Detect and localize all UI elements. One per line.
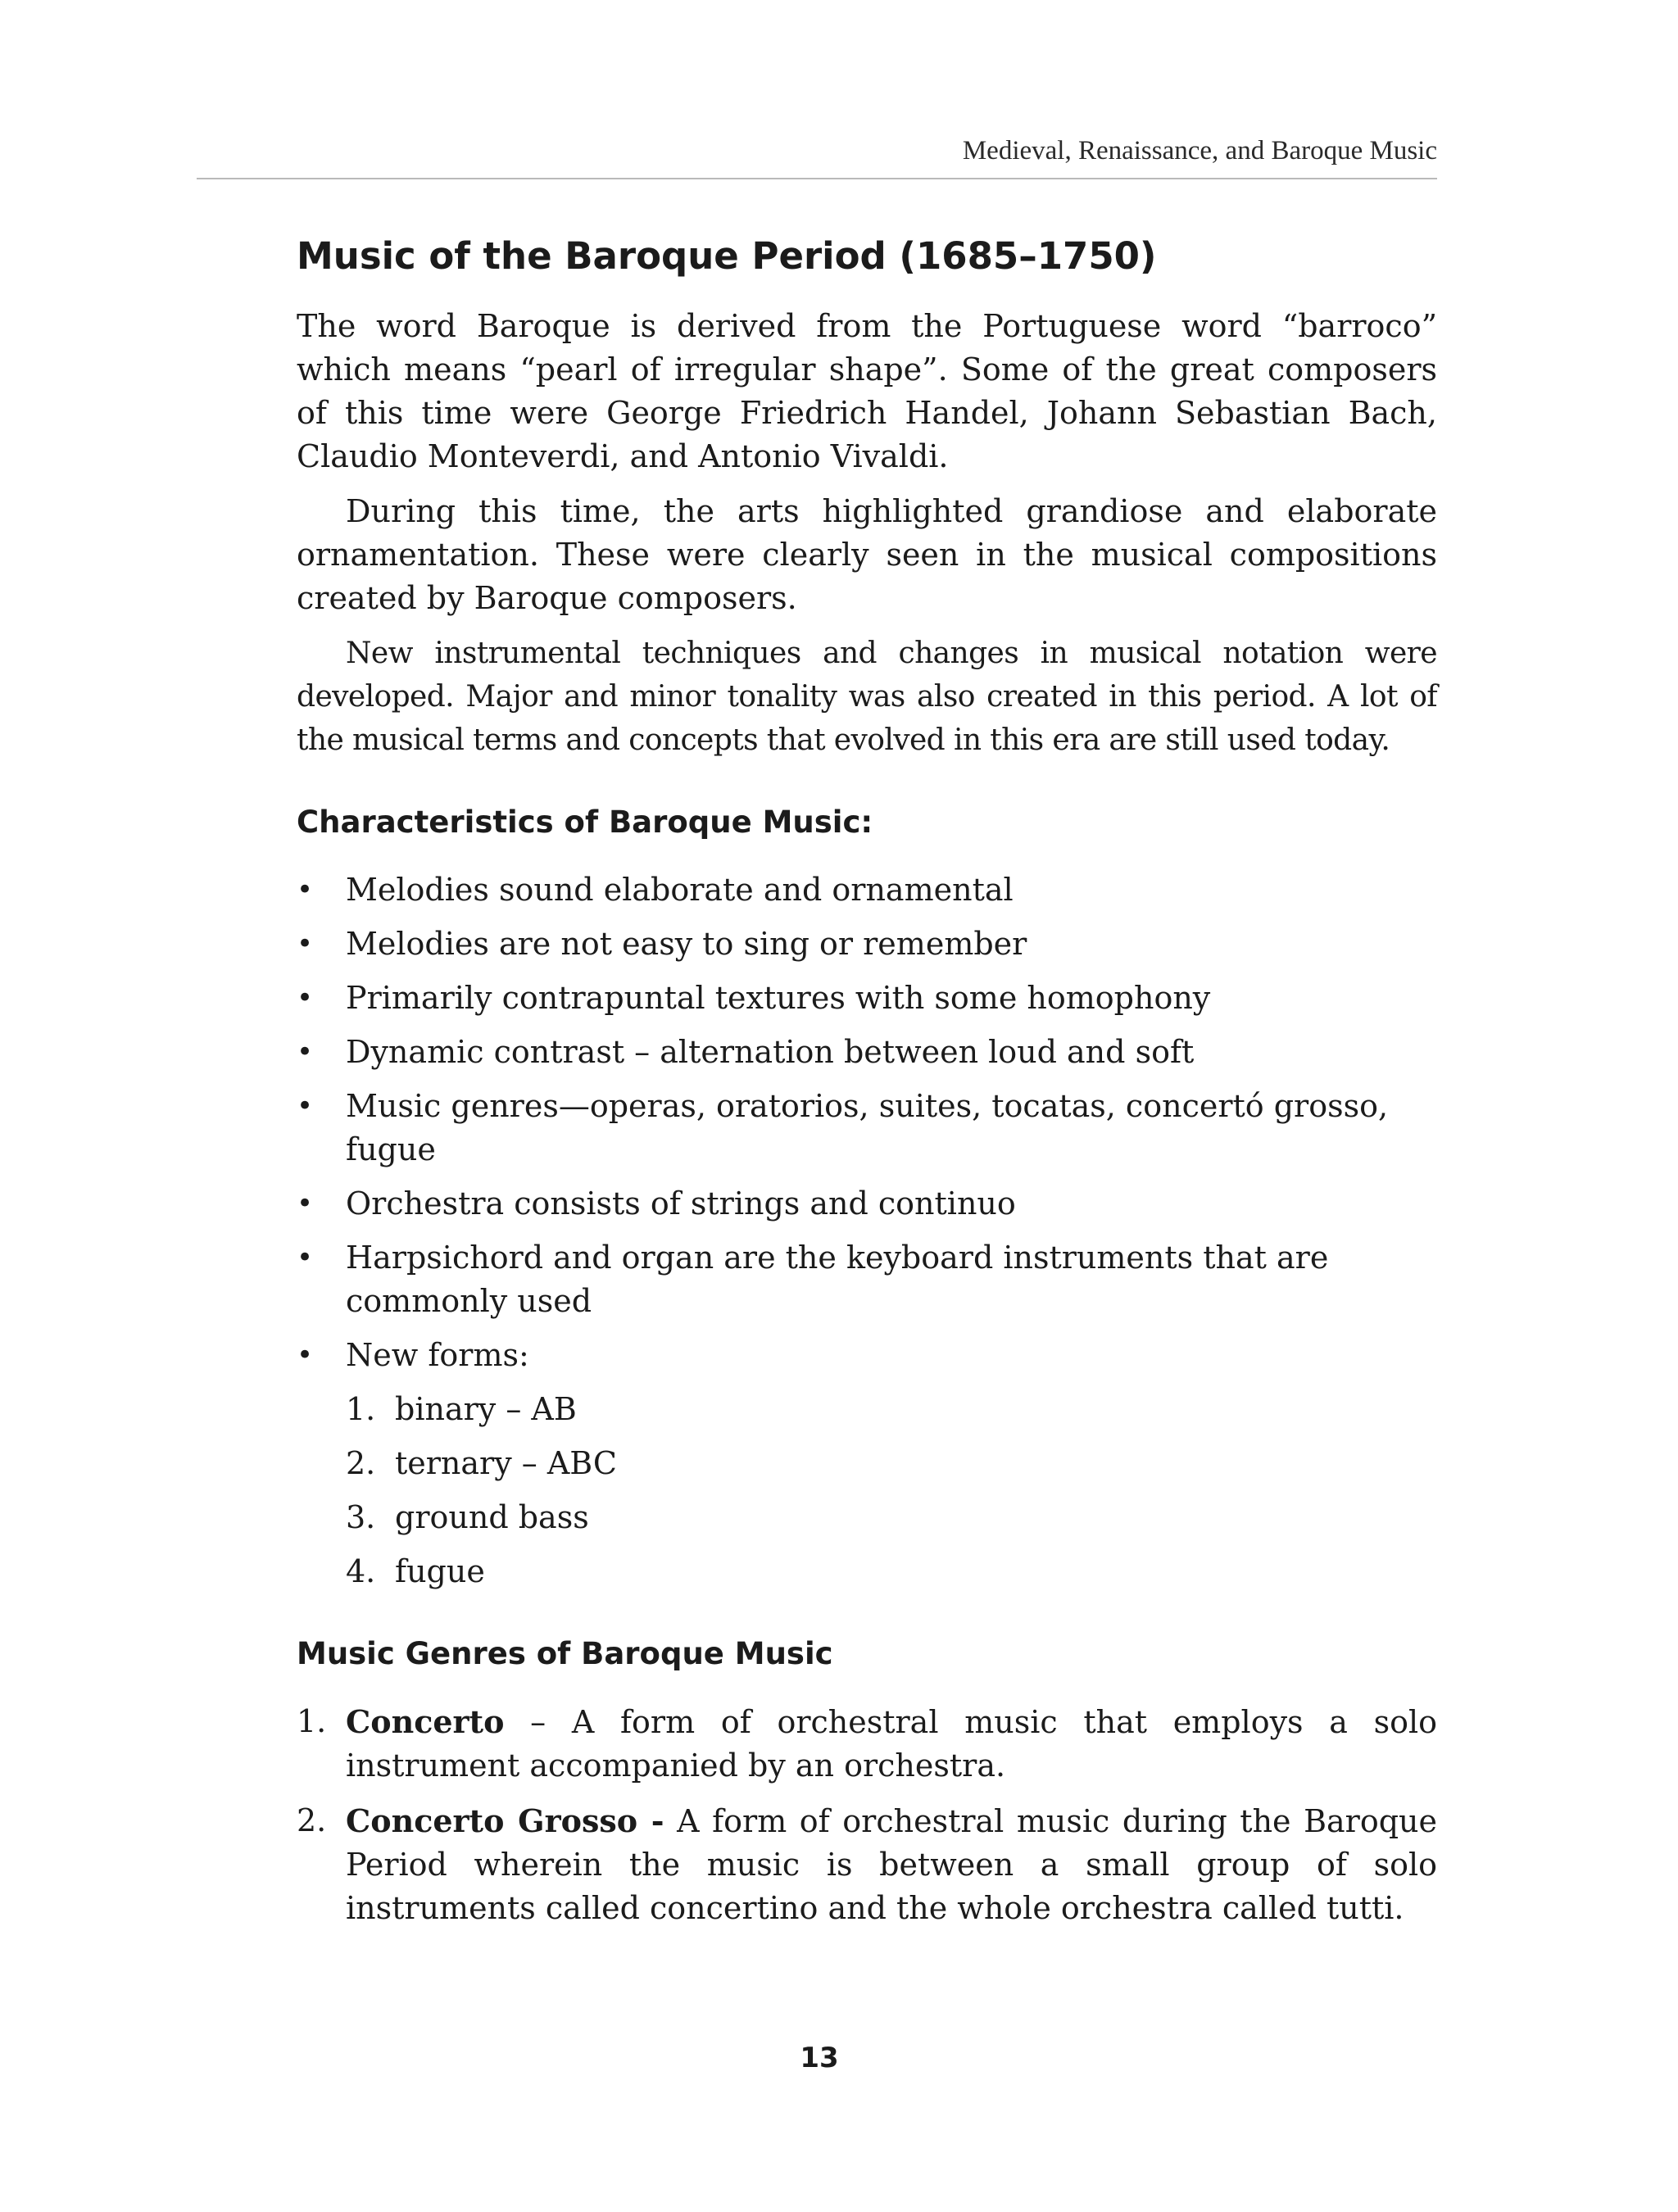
header-rule xyxy=(197,178,1437,179)
form-text: binary – AB xyxy=(395,1391,577,1427)
genres-list xyxy=(297,1700,1437,1930)
genre-term: Concerto Grosso - xyxy=(346,1802,664,1839)
genre-item xyxy=(297,1799,1437,1930)
list-item xyxy=(297,1334,1437,1593)
list-item-text: Music genres—operas, oratorios, suites, tocatas, concertó grosso, fugue xyxy=(346,1088,1389,1167)
page-content xyxy=(297,231,1437,1942)
list-item xyxy=(297,977,1437,1020)
genres-heading: Music Genres of Baroque Music xyxy=(297,1636,833,1671)
section-title: Music of the Baroque Period (1685–1750) xyxy=(297,234,1157,278)
genre-number: 1. xyxy=(297,1703,327,1739)
form-number: 1. xyxy=(346,1391,376,1427)
list-item xyxy=(297,922,1437,966)
form-number: 2. xyxy=(346,1445,376,1481)
list-item-text: Melodies sound elaborate and ornamental xyxy=(346,872,1014,908)
genre-number: 2. xyxy=(297,1802,327,1838)
genre-description: A form of orchestral music during the Baroque Period wherein the music is between a small group of solo instruments called concertino and the whole orchestra called tutti. xyxy=(346,1803,1437,1926)
form-item xyxy=(346,1550,1437,1593)
list-item-text: Primarily contrapuntal textures with some homophony xyxy=(346,980,1211,1016)
techniques-paragraph: New instrumental techniques and changes in musical notation were developed. Major and minor tonality was also created in this period. A lot of the musical terms and concepts that evolved in this era are still used today. xyxy=(297,637,1437,757)
form-text: ground bass xyxy=(395,1499,589,1535)
list-item xyxy=(297,1085,1437,1172)
new-forms-list xyxy=(346,1388,1437,1593)
bullet-icon: • xyxy=(297,927,314,960)
bullet-icon: • xyxy=(297,1090,314,1122)
list-item xyxy=(297,1182,1437,1226)
list-item-text: New forms: xyxy=(346,1337,529,1373)
list-item-text: Dynamic contrast – alternation between loud and soft xyxy=(346,1034,1195,1070)
form-number: 3. xyxy=(346,1499,376,1535)
form-number: 4. xyxy=(346,1553,376,1589)
list-item-text: Harpsichord and organ are the keyboard instruments that are commonly used xyxy=(346,1240,1329,1319)
ornamentation-paragraph: During this time, the arts highlighted grandiose and elaborate ornamentation. These were clearly seen in the musical compositions created by Baroque composers. xyxy=(297,493,1437,616)
list-item xyxy=(297,1236,1437,1323)
bullet-icon: • xyxy=(297,1241,314,1274)
form-item xyxy=(346,1388,1437,1431)
genre-description: – A form of orchestral music that employs a solo instrument accompanied by an orchestra. xyxy=(346,1704,1437,1784)
form-text: fugue xyxy=(395,1553,485,1589)
list-item-text: Melodies are not easy to sing or remember xyxy=(346,926,1027,962)
list-item xyxy=(297,1031,1437,1074)
characteristics-list xyxy=(297,868,1437,1593)
bullet-icon: • xyxy=(297,1187,314,1220)
list-item-text: Orchestra consists of strings and continuo xyxy=(346,1185,1016,1222)
bullet-icon: • xyxy=(297,1036,314,1068)
bullet-icon: • xyxy=(297,981,314,1014)
form-item xyxy=(346,1496,1437,1539)
genre-item xyxy=(297,1700,1437,1788)
page-number: 13 xyxy=(800,2042,839,2074)
characteristics-heading: Characteristics of Baroque Music: xyxy=(297,805,873,840)
bullet-icon: • xyxy=(297,1339,314,1371)
form-item xyxy=(346,1442,1437,1485)
list-item xyxy=(297,868,1437,912)
running-head: Medieval, Renaissance, and Baroque Music xyxy=(962,136,1437,165)
intro-paragraph: The word Baroque is derived from the Portuguese word “barroco” which means “pearl of irregular shape”. Some of the great composers of this time were George Friedrich Handel, Johann Sebastian Bach, Claudio Monteverdi, and Antonio Vivaldi. xyxy=(297,308,1437,474)
bullet-icon: • xyxy=(297,873,314,906)
form-text: ternary – ABC xyxy=(395,1445,617,1481)
genre-term: Concerto xyxy=(346,1703,505,1740)
